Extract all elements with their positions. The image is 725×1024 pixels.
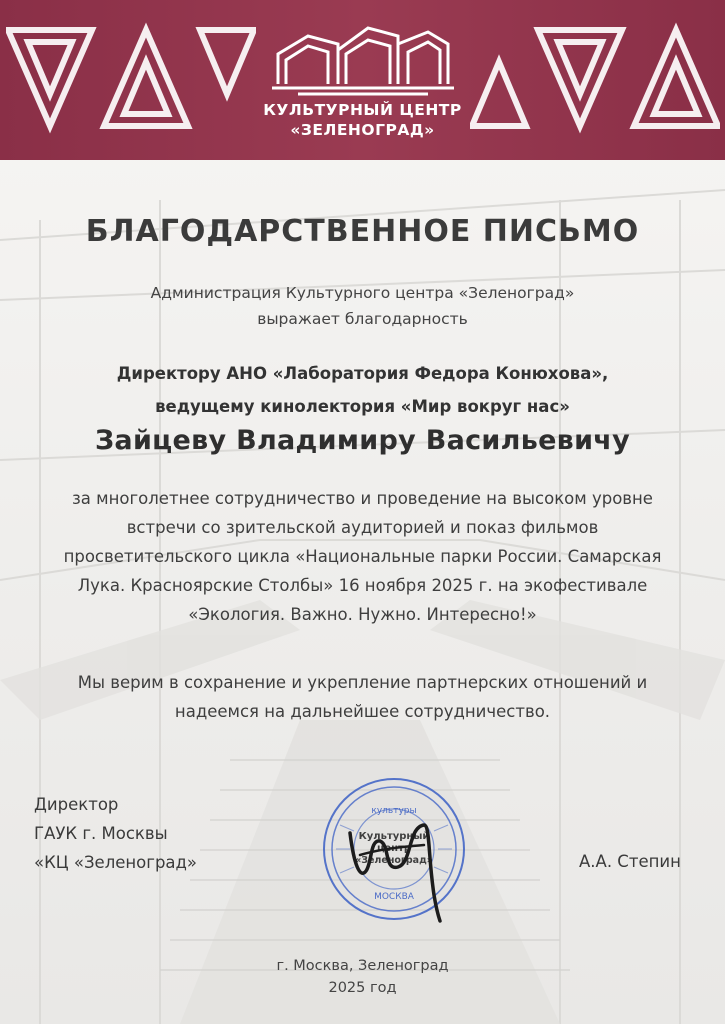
letter-title: БЛАГОДАРСТВЕННОЕ ПИСЬМО xyxy=(85,214,640,249)
signer-name: А.А. Степин xyxy=(579,852,681,871)
intro-line1: Администрация Культурного центра «Зеленоград» xyxy=(150,284,575,302)
signatory-position xyxy=(34,790,197,877)
footer-place: г. Москва, Зеленоград xyxy=(276,958,449,974)
position-line: Директор xyxy=(34,795,119,814)
header-band xyxy=(0,0,725,160)
triangle-ornament-left xyxy=(6,22,256,134)
position-line: ГАУК г. Москвы xyxy=(34,824,168,843)
stamp-text-top: культуры xyxy=(371,806,417,816)
stamp-text-center: центр xyxy=(376,843,412,854)
stamp-text-city: «Зеленоград» xyxy=(355,855,433,866)
footer-year: 2025 год xyxy=(328,980,397,996)
recipient-name: Зайцеву Владимиру Васильевичу xyxy=(94,425,631,456)
reason-line: встречи со зрительской аудиторией и показ фильмов xyxy=(126,518,599,537)
closing-paragraph xyxy=(20,668,705,726)
reason-line: «Экология. Важно. Нужно. Интересно!» xyxy=(188,605,537,624)
logo-text-line2: «ЗЕЛЕНОГРАД» xyxy=(290,121,435,139)
closing-line: надеемся на дальнейшее сотрудничество. xyxy=(174,702,551,721)
reason-line: просветительского цикла «Национальные парки России. Самарская xyxy=(63,547,662,566)
closing-line: Мы верим в сохранение и укрепление партнерских отношений и xyxy=(77,673,648,692)
letter-footer xyxy=(0,955,725,999)
official-stamp xyxy=(320,775,468,923)
stamp-text-bottom: МОСКВА xyxy=(374,892,414,902)
intro-line2: выражает благодарность xyxy=(257,310,468,328)
triangle-ornament-right xyxy=(470,22,720,134)
building-logo-icon xyxy=(268,14,458,96)
recipient-position-line2: ведущему кинолектория «Мир вокруг нас» xyxy=(155,397,570,416)
logo-text-line1: КУЛЬТУРНЫЙ ЦЕНТР xyxy=(263,101,462,119)
kc-zelenograd-logo xyxy=(250,14,475,154)
reason-paragraph xyxy=(20,484,705,629)
reason-line: Лука. Красноярские Столбы» 16 ноября 2025 г. на экофестивале xyxy=(77,576,648,595)
reason-line: за многолетнее сотрудничество и проведение на высоком уровне xyxy=(72,489,653,508)
recipient-position-line1: Директору АНО «Лаборатория Федора Конюхова», xyxy=(116,364,609,383)
position-line: «КЦ «Зеленоград» xyxy=(34,853,198,872)
stamp-text-main: Культурный xyxy=(358,831,430,842)
